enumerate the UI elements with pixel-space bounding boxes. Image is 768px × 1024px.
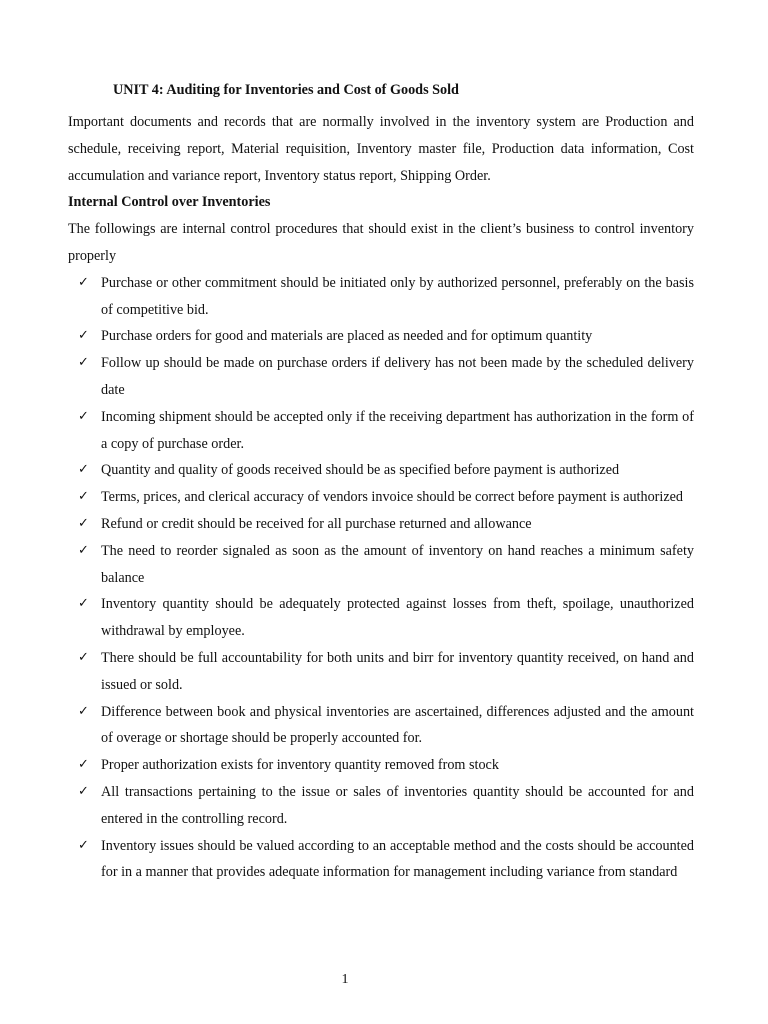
- list-item: [68, 591, 694, 645]
- list-item: [68, 270, 694, 324]
- list-item: [68, 511, 694, 538]
- list-item-text: All transactions pertaining to the issue or sales of inventories quantity should be accounted for and entered in the controlling record.: [101, 783, 694, 827]
- list-item-text: Follow up should be made on purchase orders if delivery has not been made by the scheduled delivery date: [101, 355, 694, 398]
- list-item: [68, 699, 694, 753]
- list-item-text: Purchase orders for good and materials are placed as needed and for optimum quantity: [101, 328, 593, 345]
- check-mark-icon: ✓: [78, 328, 89, 344]
- list-item: [68, 752, 694, 779]
- list-item-text: Terms, prices, and clerical accuracy of vendors invoice should be correct before payment is authorized: [101, 489, 684, 506]
- control-procedures-list: [68, 270, 694, 886]
- check-mark-icon: ✓: [78, 649, 89, 665]
- list-item-text: Refund or credit should be received for all purchase returned and allowance: [101, 515, 532, 532]
- list-item-text: Inventory issues should be valued according to an acceptable method and the costs should be accounted for in a manner that provides adequate information for management including variance from standard: [101, 837, 694, 881]
- list-item-text: Difference between book and physical inventories are ascertained, differences adjusted and the amount of overage or shortage should be properly accounted for.: [101, 703, 694, 747]
- check-mark-icon: ✓: [78, 703, 89, 719]
- check-mark-icon: ✓: [78, 596, 89, 612]
- check-mark-icon: ✓: [78, 408, 89, 424]
- list-item-text: Purchase or other commitment should be initiated only by authorized personnel, preferably on the basis of competitive bid.: [101, 274, 694, 318]
- list-item-text: Inventory quantity should be adequately protected against losses from theft, spoilage, unauthorized withdrawal by employee.: [101, 596, 694, 640]
- document-page: [68, 78, 694, 886]
- list-item-text: Incoming shipment should be accepted only if the receiving department has authorization in the form of a copy of purchase order.: [101, 408, 694, 452]
- check-mark-icon: ✓: [78, 489, 89, 505]
- check-mark-icon: ✓: [78, 757, 89, 773]
- check-mark-icon: ✓: [78, 462, 89, 478]
- list-item: [68, 484, 694, 511]
- section-intro-paragraph: The followings are internal control procedures that should exist in the client’s business to control inventory properly: [68, 221, 694, 264]
- intro-paragraph: Important documents and records that are normally involved in the inventory system are Production and schedule, receiving report, Material requisition, Inventory master file, Production data information, Cost accumulation and variance report, Inventory status report, Shipping Order.: [68, 114, 694, 184]
- list-item-text: Quantity and quality of goods received should be as specified before payment is authorized: [101, 462, 620, 479]
- list-item: [68, 457, 694, 484]
- check-mark-icon: ✓: [78, 542, 89, 558]
- check-mark-icon: ✓: [78, 274, 89, 290]
- list-item: [68, 350, 694, 404]
- page-number: 1: [341, 972, 349, 987]
- check-mark-icon: ✓: [78, 355, 89, 371]
- list-item-text: Proper authorization exists for inventory quantity removed from stock: [101, 757, 499, 774]
- page-title: UNIT 4: Auditing for Inventories and Cost of Goods Sold: [113, 82, 459, 98]
- check-mark-icon: ✓: [78, 515, 89, 531]
- list-item: [68, 404, 694, 458]
- list-item-text: The need to reorder signaled as soon as the amount of inventory on hand reaches a minimum safety balance: [101, 542, 694, 586]
- check-mark-icon: ✓: [78, 837, 89, 853]
- list-item-text: There should be full accountability for both units and birr for inventory quantity received, on hand and issued or sold.: [101, 649, 694, 693]
- section-heading: Internal Control over Inventories: [68, 194, 271, 211]
- list-item: [68, 779, 694, 833]
- check-mark-icon: ✓: [78, 783, 89, 799]
- list-item: [68, 833, 694, 887]
- list-item: [68, 323, 694, 350]
- list-item: [68, 538, 694, 592]
- list-item: [68, 645, 694, 699]
